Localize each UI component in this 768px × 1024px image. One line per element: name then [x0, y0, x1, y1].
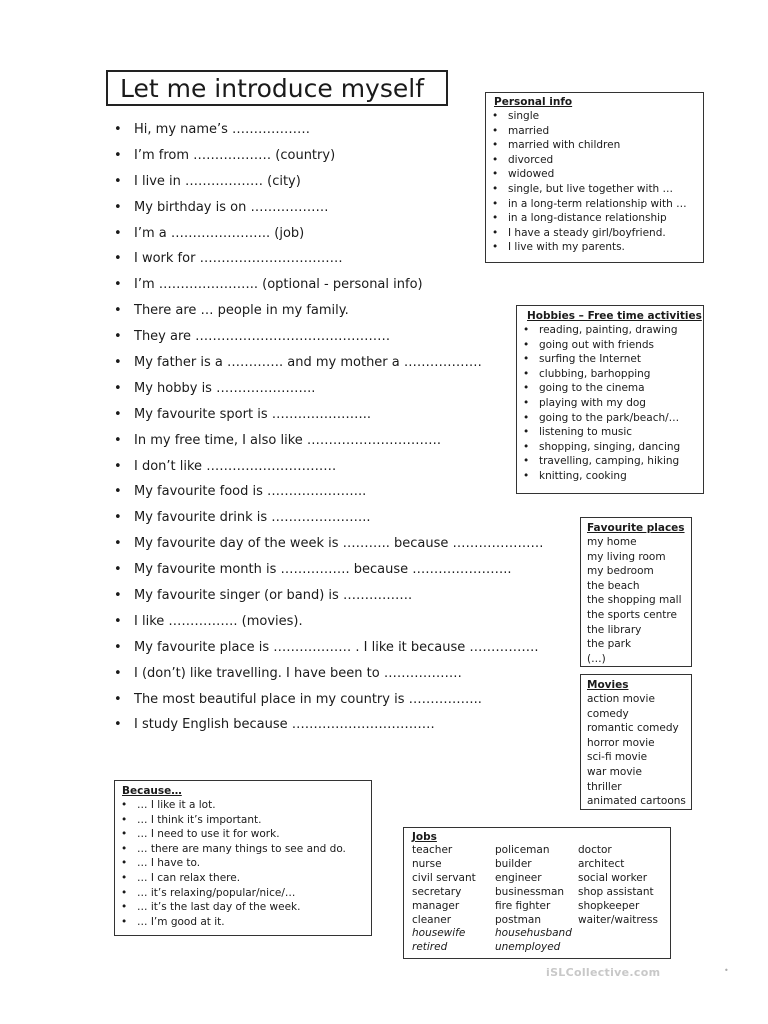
job-item: cleaner — [412, 913, 452, 926]
personal-info-item: • in a long-term relationship with … — [486, 197, 703, 212]
hobby-item: • reading, painting, drawing — [517, 323, 703, 338]
personal-info-box — [485, 92, 704, 263]
sentence-item: • I work for …………………………… — [114, 250, 544, 276]
because-item: • … I can relax there. — [115, 871, 371, 886]
job-item: unemployed — [495, 941, 561, 954]
hobby-item: • playing with my dog — [517, 396, 703, 411]
jobs-box — [403, 827, 671, 959]
because-item: • … it’s the last day of the week. — [115, 900, 371, 915]
movie-item: thriller — [587, 780, 622, 793]
sentence-item: • They are ……………………………………… — [114, 328, 544, 354]
movies-box — [580, 674, 692, 810]
sentence-item: • My favourite place is ……………… . I like it because ……………. — [114, 639, 544, 665]
sentence-item: • My favourite drink is ………………….. — [114, 509, 544, 535]
job-item: social worker — [578, 871, 648, 884]
job-item: househusband — [495, 927, 572, 940]
movies-title: Movies — [587, 679, 629, 691]
movie-item: animated cartoons — [587, 795, 686, 808]
favourite-places-list — [587, 535, 691, 666]
personal-info-item: • single, but live together with … — [486, 182, 703, 197]
sentence-item: • There are … people in my family. — [114, 302, 544, 328]
favourite-place-item: my home — [587, 536, 637, 548]
movie-item: romantic comedy — [587, 722, 679, 735]
favourite-place-item: the shopping mall — [587, 594, 682, 607]
hobby-item: • listening to music — [517, 425, 703, 440]
sentence-item: • Hi, my name’s ……………… — [114, 121, 544, 147]
movie-item: horror movie — [587, 736, 655, 749]
favourite-places-box — [580, 517, 692, 667]
because-item: • … I think it’s important. — [115, 813, 371, 828]
favourite-place-item: the park — [587, 638, 632, 651]
favourite-place-item: the sports centre — [587, 608, 677, 621]
personal-info-item: • in a long-distance relationship — [486, 211, 703, 226]
personal-info-item: • divorced — [486, 153, 703, 168]
worksheet-title: Let me introduce myself — [106, 70, 448, 106]
jobs-column-3 — [578, 844, 668, 955]
jobs-column-1 — [412, 844, 495, 955]
sentence-item: • I’m ………………….. (optional - personal info) — [114, 276, 544, 302]
hobby-item: • going to the park/beach/… — [517, 411, 703, 426]
personal-info-item: • I live with my parents. — [486, 240, 703, 255]
personal-info-item: • I have a steady girl/boyfriend. — [486, 226, 703, 241]
movie-item: sci-fi movie — [587, 751, 648, 764]
movies-list — [587, 692, 691, 809]
job-item: civil servant — [412, 871, 476, 884]
hobby-item: • knitting, cooking — [517, 469, 703, 484]
favourite-place-item: the beach — [587, 579, 640, 592]
hobby-item: • going out with friends — [517, 338, 703, 353]
sentence-item: • I study English because …………………………… — [114, 716, 544, 742]
hobby-item: • shopping, singing, dancing — [517, 440, 703, 455]
hobbies-list — [517, 323, 703, 484]
because-item: • … I have to. — [115, 856, 371, 871]
sentence-item: • My father is a …………. and my mother a ……………… — [114, 354, 544, 380]
hobbies-title: Hobbies – Free time activities — [527, 310, 702, 322]
job-item: architect — [578, 857, 625, 870]
because-item: • … I need to use it for work. — [115, 827, 371, 842]
favourite-place-item: my living room — [587, 550, 666, 563]
job-item: housewife — [412, 927, 466, 940]
movie-item: war movie — [587, 765, 642, 778]
sentence-item: • I (don’t) like travelling. I have been to ……………… — [114, 665, 544, 691]
decorative-dot: • — [724, 966, 729, 975]
personal-info-list — [486, 109, 703, 255]
job-item: businessman — [495, 885, 565, 898]
jobs-title: Jobs — [412, 831, 437, 843]
because-item: • … I’m good at it. — [115, 915, 371, 930]
sentence-item: • My birthday is on ……………… — [114, 199, 544, 225]
personal-info-item: • married with children — [486, 138, 703, 153]
because-item: • … there are many things to see and do. — [115, 842, 371, 857]
hobby-item: • clubbing, barhopping — [517, 367, 703, 382]
sentence-item: • I’m from ……………… (country) — [114, 147, 544, 173]
hobbies-box — [516, 305, 704, 494]
personal-info-title: Personal info — [494, 96, 573, 108]
sentence-item: • I live in ……………… (city) — [114, 173, 544, 199]
sentence-item: • My favourite sport is ………………….. — [114, 406, 544, 432]
personal-info-item: • single — [486, 109, 703, 124]
sentence-item: • My favourite food is ………………….. — [114, 483, 544, 509]
job-item: retired — [412, 941, 448, 954]
sentence-item: • My favourite month is ……………. because ………………….. — [114, 561, 544, 587]
jobs-grid — [412, 844, 670, 955]
sentence-item: • The most beautiful place in my country is …………….. — [114, 691, 544, 717]
introduction-sentence-list — [114, 121, 544, 742]
job-item: waiter/waitress — [578, 913, 658, 926]
job-item: secretary — [412, 885, 462, 898]
footer-watermark: iSLCollective.com — [546, 966, 661, 979]
hobby-item: • going to the cinema — [517, 381, 703, 396]
favourite-places-title: Favourite places — [587, 522, 685, 534]
sentence-item: • I like ……………. (movies). — [114, 613, 544, 639]
job-item: doctor — [578, 844, 612, 856]
job-item: shop assistant — [578, 885, 654, 898]
job-item: teacher — [412, 844, 453, 856]
hobby-item: • travelling, camping, hiking — [517, 454, 703, 469]
favourite-place-item: the library — [587, 623, 642, 636]
because-list — [115, 798, 371, 929]
because-item: • … I like it a lot. — [115, 798, 371, 813]
movie-item: action movie — [587, 693, 655, 705]
job-item: policeman — [495, 844, 550, 856]
because-item: • … it’s relaxing/popular/nice/… — [115, 886, 371, 901]
sentence-item: • In my free time, I also like …………………………. — [114, 432, 544, 458]
job-item: manager — [412, 899, 460, 912]
job-item: postman — [495, 913, 541, 926]
job-item: engineer — [495, 871, 542, 884]
job-item: builder — [495, 857, 532, 870]
because-box — [114, 780, 372, 936]
jobs-column-2 — [495, 844, 578, 955]
sentence-item: • I don’t like ………………………… — [114, 458, 544, 484]
sentence-item: • My favourite singer (or band) is ……………. — [114, 587, 544, 613]
because-title: Because… — [122, 785, 182, 797]
favourite-place-item: (…) — [587, 652, 606, 665]
personal-info-item: • married — [486, 124, 703, 139]
personal-info-item: • widowed — [486, 167, 703, 182]
job-item: shopkeeper — [578, 899, 640, 912]
sentence-item: • I’m a ………………….. (job) — [114, 225, 544, 251]
hobby-item: • surfing the Internet — [517, 352, 703, 367]
sentence-item: • My favourite day of the week is ……….. because ………………… — [114, 535, 544, 561]
job-item: nurse — [412, 857, 442, 870]
movie-item: comedy — [587, 707, 629, 720]
sentence-item: • My hobby is ………………….. — [114, 380, 544, 406]
favourite-place-item: my bedroom — [587, 565, 654, 578]
job-item: fire fighter — [495, 899, 551, 912]
